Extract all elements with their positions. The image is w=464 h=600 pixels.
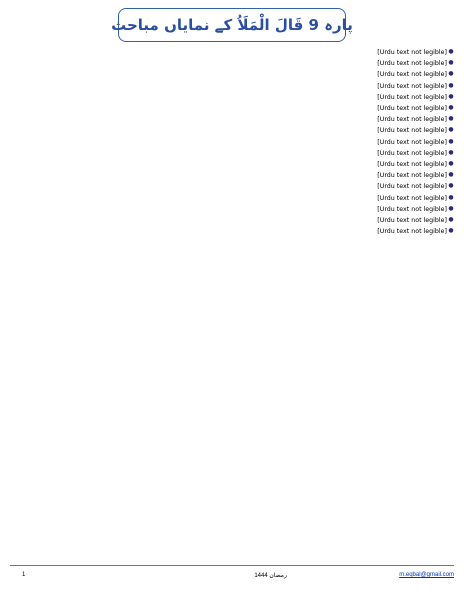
bullet-icon: ●: [448, 216, 454, 224]
paragraph-text: [Urdu text not legible]: [377, 161, 447, 169]
paragraph-text: [Urdu text not legible]: [377, 194, 447, 202]
bullet-icon: ●: [448, 59, 454, 67]
bullet-icon: ●: [448, 81, 454, 89]
paragraph-text: [Urdu text not legible]: [377, 228, 447, 236]
paragraph-text: [Urdu text not legible]: [377, 172, 447, 180]
paragraph-text: [Urdu text not legible]: [377, 82, 447, 90]
paragraph-text: [Urdu text not legible]: [377, 217, 447, 225]
paragraph-3: [10, 70, 454, 79]
paragraph-15: [10, 205, 454, 214]
bullet-icon: ●: [448, 48, 454, 55]
paragraph-text: [Urdu text not legible]: [377, 127, 447, 135]
paragraph-4: [10, 82, 454, 91]
bullet-icon: ●: [448, 70, 454, 78]
paragraph-text: [Urdu text not legible]: [377, 71, 447, 79]
bullet-icon: ●: [448, 115, 454, 123]
page-title: پارہ 9 قَالَ الْمَلَاُ کے نمایاں مباحث: [111, 15, 353, 34]
paragraph-1: [10, 48, 454, 57]
paragraph-7: [10, 115, 454, 124]
bullet-icon: ●: [448, 160, 454, 168]
bullet-icon: ●: [448, 126, 454, 134]
bullet-icon: ●: [448, 227, 454, 235]
paragraph-14: [10, 194, 454, 203]
footer-date: رمضان 1444: [254, 572, 287, 579]
page-number: 1: [22, 572, 26, 578]
paragraph-10: [10, 149, 454, 158]
paragraph-5: [10, 93, 454, 102]
bullet-icon: ●: [448, 137, 454, 145]
email-link[interactable]: m.eqbal@gmail.com: [399, 572, 454, 578]
paragraph-text: [Urdu text not legible]: [377, 49, 447, 56]
paragraph-9: [10, 138, 454, 147]
page-footer: [10, 568, 454, 582]
footer-divider: [10, 565, 454, 566]
title-banner: [111, 8, 353, 42]
paragraph-17: [10, 227, 454, 236]
paragraph-text: [Urdu text not legible]: [377, 138, 447, 146]
bullet-icon: ●: [448, 204, 454, 212]
article-body: [10, 48, 454, 236]
paragraph-text: [Urdu text not legible]: [377, 60, 447, 68]
paragraph-text: [Urdu text not legible]: [377, 205, 447, 213]
paragraph-text: [Urdu text not legible]: [377, 105, 447, 113]
paragraph-13: [10, 182, 454, 191]
paragraph-8: [10, 126, 454, 135]
paragraph-text: [Urdu text not legible]: [377, 149, 447, 157]
bullet-icon: ●: [448, 193, 454, 201]
paragraph-12: [10, 171, 454, 180]
paragraph-text: [Urdu text not legible]: [377, 93, 447, 101]
bullet-icon: ●: [448, 92, 454, 100]
paragraph-2: [10, 59, 454, 68]
paragraph-6: [10, 104, 454, 113]
bullet-icon: ●: [448, 104, 454, 112]
paragraph-text: [Urdu text not legible]: [377, 183, 447, 191]
paragraph-16: [10, 216, 454, 225]
bullet-icon: ●: [448, 182, 454, 190]
bullet-icon: ●: [448, 171, 454, 179]
bullet-icon: ●: [448, 148, 454, 156]
paragraph-11: [10, 160, 454, 169]
paragraph-text: [Urdu text not legible]: [377, 116, 447, 124]
